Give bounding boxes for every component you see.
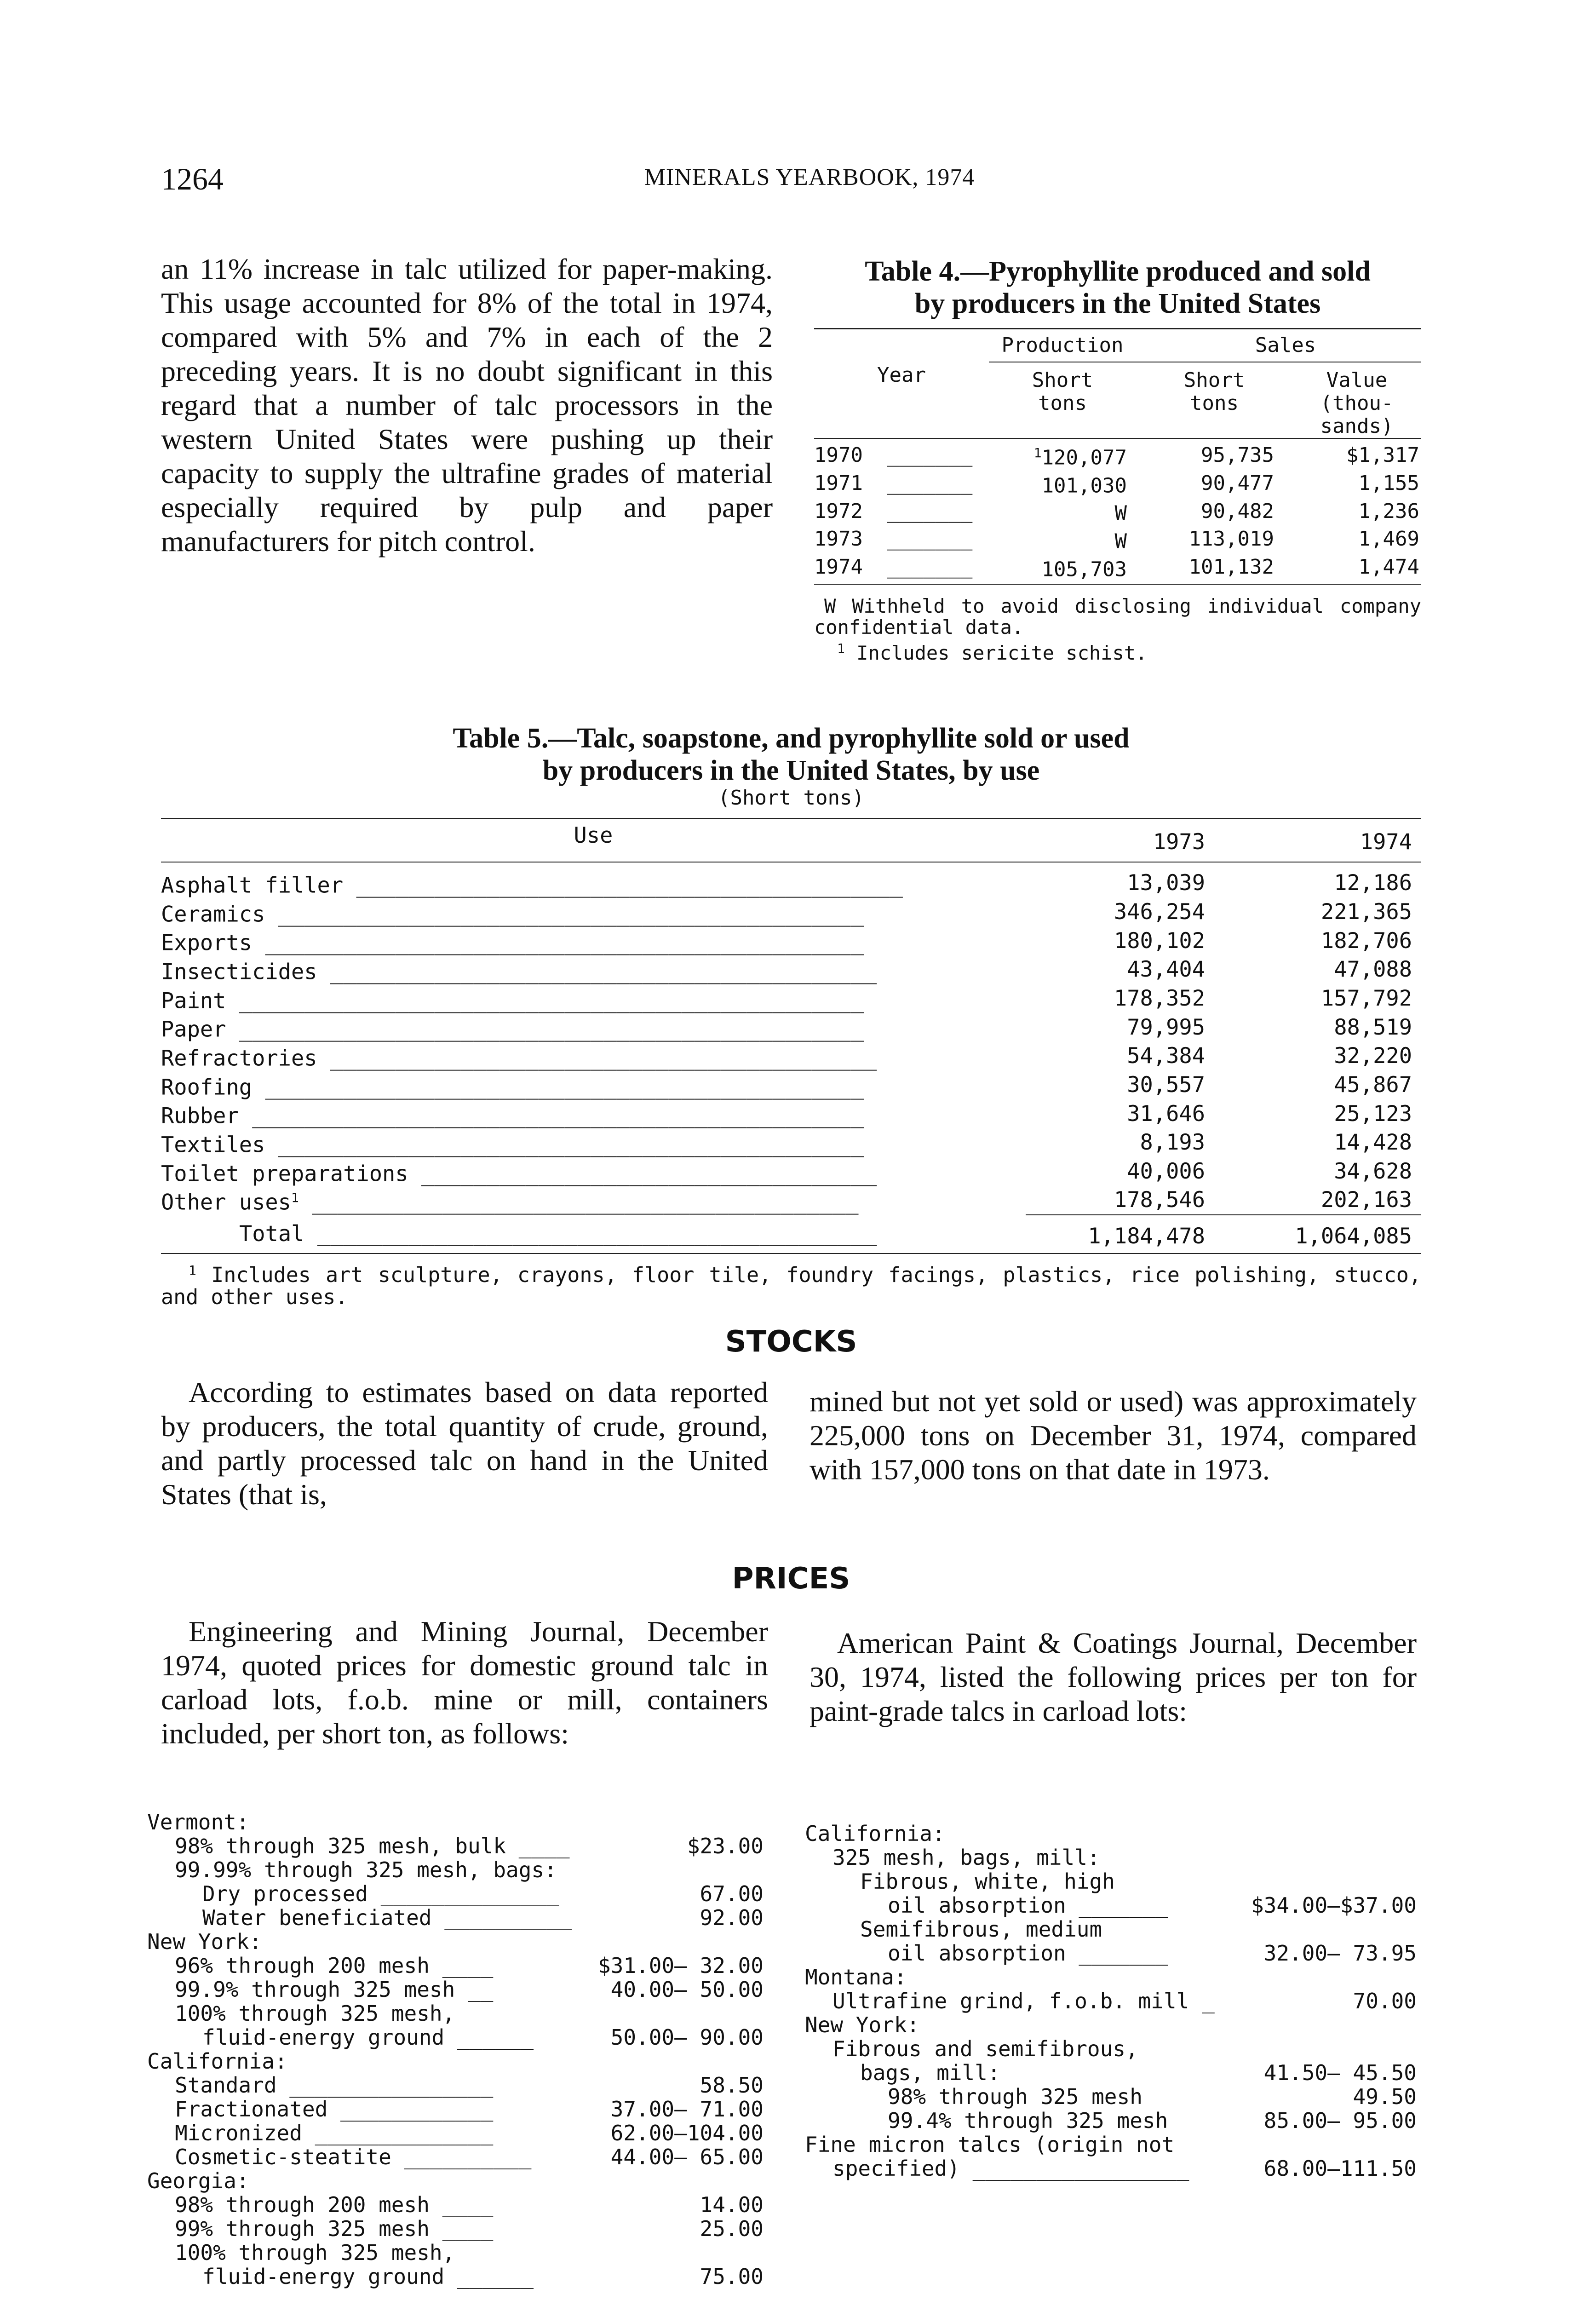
emj-price-item	[147, 1954, 764, 1978]
table-5-leader-dots: ___________________________________	[421, 1161, 877, 1187]
table-4-body	[814, 442, 1421, 581]
emj-price-item-label: 99.99% through 325 mesh, bags:	[175, 1857, 557, 1882]
table-4-prod-tons: tons	[1038, 391, 1087, 415]
intro-paragraph	[161, 252, 773, 558]
stocks-left-column	[161, 1375, 768, 1512]
table-4-bottom-rule	[814, 584, 1421, 585]
table-4-year: 1970	[814, 443, 863, 467]
emj-price-item-price: 58.50	[700, 2073, 764, 2098]
table-4-header-rule	[814, 438, 1421, 442]
emj-price-item	[147, 2025, 764, 2049]
table-5-cell-use	[161, 984, 1026, 1013]
table-5-cell-1974: 45,867	[1334, 1072, 1412, 1098]
apcj-price-item-label: New York:	[805, 2012, 920, 2037]
table-4-cell-year	[814, 497, 989, 525]
table-4-prod-short: Short	[1032, 368, 1093, 392]
table-5-cell-1974: 221,365	[1320, 899, 1412, 925]
emj-price-item	[147, 1834, 764, 1858]
table-5-row	[161, 1013, 1421, 1042]
table-4	[814, 255, 1421, 664]
table-4-cell-value: 1,469	[1358, 527, 1419, 551]
table-5-row	[161, 1042, 1421, 1071]
table-5-use-label: Toilet preparations	[161, 1161, 408, 1187]
table-4-cell-sales: 101,132	[1188, 555, 1274, 579]
emj-price-item	[147, 2241, 764, 2265]
apcj-price-item	[805, 2013, 1417, 2037]
table-4-sales-tons: tons	[1190, 391, 1239, 415]
apcj-price-item	[805, 2133, 1417, 2156]
table-5-leader-dots: __________________________________________	[312, 1190, 859, 1215]
table-4-top-rule	[814, 328, 1421, 329]
table-4-col-sales-tons	[1136, 362, 1292, 438]
table-4-col-value	[1292, 362, 1421, 438]
table-4-title-line2: by producers in the United States	[914, 288, 1321, 319]
apcj-price-item-label: 325 mesh, bags, mill:	[832, 1845, 1100, 1870]
table-4-cell-value: 1,474	[1358, 555, 1419, 579]
table-5-cell-use	[161, 1157, 1026, 1186]
table-5-col-1973: 1973	[1153, 829, 1205, 855]
table-4-footnote-ref: 1	[1033, 445, 1042, 460]
table-5-footnote-mark: 1	[189, 1262, 196, 1278]
table-5-total-dots: ___________________________________________	[317, 1221, 877, 1247]
emj-price-item-price: 92.00	[700, 1905, 764, 1930]
emj-price-item-label: Standard ________________	[175, 2073, 494, 2098]
prices-heading: PRICES	[732, 1562, 850, 1596]
table-5-cell-1974: 157,792	[1320, 985, 1412, 1011]
table-5-subtitle: (Short tons)	[718, 786, 864, 810]
apcj-price-item-label: 99.4% through 325 mesh	[888, 2108, 1168, 2133]
stocks-heading: STOCKS	[725, 1325, 857, 1359]
stocks-right-text: mined but not yet sold or used) was approximately 225,000 tons on December 31, 1974, compared with 157,000 tons on that date in 1973.	[809, 1385, 1417, 1486]
table-5-use-label: Paper	[161, 1017, 226, 1042]
emj-price-item-label: 96% through 200 mesh ____	[175, 1953, 494, 1978]
intro-text: an 11% increase in talc utilized for paper-making. This usage accounted for 8% of the total in 1974, compared with 5% and 7% in each of the 2 preceding years. It is no doubt significant in this regard that a number of talc processors in the western United States were pushing up their capacity to supply the ultrafine grades of material especially required by pulp and paper manufacturers for pitch control.	[161, 253, 773, 558]
table-4-cell-production	[989, 525, 1136, 553]
emj-price-item	[147, 1882, 764, 1906]
table-5-title-line2: by producers in the United States, by use	[542, 755, 1040, 786]
table-4-cell-production	[989, 470, 1136, 498]
apcj-price-item	[805, 1893, 1417, 1917]
emj-price-item-label: New York:	[147, 1929, 262, 1954]
emj-price-item-label: 98% through 325 mesh, bulk ____	[175, 1834, 570, 1858]
emj-price-item-label: 99.9% through 325 mesh __	[175, 1977, 494, 2002]
emj-price-item-label: California:	[147, 2049, 287, 2074]
emj-price-item-price: 62.00–104.00	[610, 2121, 764, 2145]
table-4-cell-year	[814, 442, 989, 470]
table-5-cell-1974: 32,220	[1334, 1043, 1412, 1069]
table-5-cell-1974: 182,706	[1320, 928, 1412, 954]
emj-price-item	[147, 2073, 764, 2097]
table-4-sales-short: Short	[1183, 368, 1245, 392]
apcj-price-item	[805, 1965, 1417, 1989]
table-4-cell-production	[989, 553, 1136, 581]
table-4-cell-production	[989, 442, 1136, 470]
table-4-year: 1973	[814, 527, 863, 551]
table-4-footnote-1	[814, 638, 1421, 664]
apcj-price-item-label: California:	[805, 1821, 945, 1846]
apcj-price-item-label: Fine micron talcs (origin not	[805, 2132, 1175, 2157]
table-5-leader-dots: _______________________________________________	[252, 1103, 864, 1129]
apcj-price-item-price: $34.00–$37.00	[1251, 1893, 1417, 1918]
table-4-footnote-w: W Withheld to avoid disclosing individual company confidential data.	[814, 595, 1421, 639]
table-5-cell-1974: 34,628	[1334, 1158, 1412, 1184]
emj-price-item-label: 100% through 325 mesh,	[175, 2001, 455, 2026]
emj-price-item-label: Georgia:	[147, 2168, 249, 2193]
table-5-cell-use	[161, 869, 1026, 898]
table-5-header-rule	[161, 862, 1421, 869]
prices-left-list	[147, 1810, 764, 2288]
table-5-cell-1974: 88,519	[1334, 1014, 1412, 1040]
table-5-row	[161, 1186, 1421, 1215]
table-5-col-use: Use	[574, 823, 613, 848]
table-5-sum-rule-1974	[1237, 1215, 1421, 1220]
apcj-price-item	[805, 1846, 1417, 1869]
table-5-leader-dots: ________________________________________________	[239, 1017, 864, 1042]
emj-price-item-label: Cosmetic-steatite __________	[175, 2145, 532, 2169]
table-5-cell-1973: 30,557	[1127, 1072, 1205, 1098]
table-4-row	[814, 442, 1421, 470]
emj-price-item-label: Water beneficiated __________	[202, 1905, 572, 1930]
apcj-price-item-label: Ultrafine grind, f.o.b. mill _	[832, 1989, 1215, 2013]
table-5-title-line1: Table 5.—Talc, soapstone, and pyrophyllite sold or used	[453, 723, 1130, 754]
table-5-body	[161, 869, 1421, 1215]
emj-price-item	[147, 2217, 764, 2241]
table-4-row	[814, 470, 1421, 498]
apcj-price-item-label: Semifibrous, medium	[860, 1917, 1102, 1942]
apcj-price-item	[805, 2109, 1417, 2133]
table-5-leader-dots: __________________________________________	[356, 873, 903, 898]
table-5-row	[161, 1157, 1421, 1186]
emj-price-item-label: fluid-energy ground ______	[202, 2264, 534, 2289]
table-5-row	[161, 955, 1421, 984]
table-5-total-row	[161, 1220, 1421, 1248]
emj-price-item-price: 50.00– 90.00	[610, 2025, 764, 2050]
emj-price-item-price: 44.00– 65.00	[610, 2145, 764, 2169]
table-5-cell-use	[161, 898, 1026, 927]
table-5-row	[161, 984, 1421, 1013]
table-5-cell-use	[161, 1071, 1026, 1100]
table-4-leader-dots: _______	[887, 527, 973, 551]
table-5-row	[161, 1128, 1421, 1157]
table-4-cell-value: 1,236	[1358, 499, 1419, 523]
table-4-col-year: Year	[877, 363, 926, 387]
table-5-row	[161, 1099, 1421, 1128]
table-4-cell-sales: 90,477	[1201, 471, 1274, 495]
emj-price-item-label: 100% through 325 mesh,	[175, 2240, 455, 2265]
table-4-footnote-1-text: Includes sericite schist.	[856, 642, 1148, 665]
table-4-value-3: sands)	[1320, 414, 1394, 438]
table-5-use-label: Exports	[161, 930, 253, 956]
table-5-cell-use	[161, 1186, 1026, 1215]
table-4-cell-year	[814, 525, 989, 553]
apcj-price-item-price: 85.00– 95.00	[1263, 2108, 1417, 2133]
table-5-use-label: Other uses	[161, 1190, 291, 1215]
prices-left-intro-text: Engineering and Mining Journal, December 1974, quoted prices for domestic ground talc in carload lots, f.o.b. mine or mill, containers included, per short ton, as follows:	[161, 1615, 768, 1750]
table-5-cell-1974: 202,163	[1320, 1187, 1412, 1213]
table-5-leader-dots: ________________________________________________	[239, 988, 864, 1014]
table-5-footnote-ref: 1	[291, 1190, 299, 1206]
table-5-cell-1973: 13,039	[1127, 870, 1205, 896]
table-5-bottom-rule	[161, 1253, 1421, 1254]
emj-price-item	[147, 2121, 764, 2145]
apcj-price-item	[805, 1917, 1417, 1941]
prices-right-intro-text: American Paint & Coatings Journal, December 30, 1974, listed the following prices per ton for paint-grade talcs in carload lots:	[809, 1627, 1417, 1727]
table-5-use-label: Ceramics	[161, 902, 265, 927]
table-5-use-label: Textiles	[161, 1132, 265, 1158]
table-5-cell-1973: 180,102	[1114, 928, 1205, 954]
table-4-production-value: 101,030	[1041, 474, 1127, 498]
apcj-price-item-label: 98% through 325 mesh	[888, 2084, 1142, 2109]
table-4-production-value: 120,077	[1041, 446, 1127, 470]
table-5-use-label: Roofing	[161, 1075, 253, 1100]
emj-price-item-price: $31.00– 32.00	[597, 1953, 764, 1978]
apcj-price-item-price: 49.50	[1353, 2084, 1417, 2109]
table-4-group-sales: Sales	[1136, 331, 1421, 362]
emj-price-item-price: 14.00	[700, 2192, 764, 2217]
emj-price-item	[147, 2001, 764, 2025]
table-5-cell-1973: 54,384	[1127, 1043, 1205, 1069]
table-5-use-label: Asphalt filler	[161, 873, 344, 898]
emj-price-item-label: Fractionated ____________	[175, 2097, 494, 2122]
prices-right-intro	[809, 1626, 1417, 1728]
table-5-cell-use	[161, 1013, 1026, 1042]
table-5-sum-rule-1973	[1026, 1215, 1237, 1220]
table-4-leader-dots: _______	[887, 443, 973, 467]
apcj-price-item	[805, 1989, 1417, 2013]
apcj-price-item	[805, 2085, 1417, 2109]
emj-price-item-price: 40.00– 50.00	[610, 1977, 764, 2002]
table-5-col-1974: 1974	[1360, 829, 1412, 855]
table-4-value-1: Value	[1326, 368, 1388, 392]
table-5-use-label: Insecticides	[161, 959, 317, 985]
apcj-price-item-label: Fibrous and semifibrous,	[832, 2036, 1138, 2061]
table-4-cell-sales: 113,019	[1188, 527, 1274, 551]
table-5-footnote-text: Includes art sculpture, crayons, floor tile, foundry facings, plastics, rice polishing, stucco, and other uses.	[161, 1262, 1421, 1309]
apcj-price-item-label: Montana:	[805, 1965, 907, 1990]
emj-price-item	[147, 1858, 764, 1882]
emj-price-item-price: 75.00	[700, 2264, 764, 2289]
table-4-cell-sales: 90,482	[1201, 499, 1274, 523]
table-4-row	[814, 553, 1421, 581]
table-5-cell-1974: 25,123	[1334, 1101, 1412, 1127]
table-5-use-label: Rubber	[161, 1103, 239, 1129]
apcj-price-item	[805, 1869, 1417, 1893]
emj-price-item	[147, 2265, 764, 2288]
table-5-leader-dots: ______________________________________________	[265, 930, 864, 956]
apcj-price-item	[805, 1822, 1417, 1846]
running-title: MINERALS YEARBOOK, 1974	[644, 164, 975, 190]
stocks-left-text: According to estimates based on data reported by producers, the total quantity of crude, ground, and partly processed talc on hand in the United States (that is,	[161, 1376, 768, 1511]
apcj-price-item	[805, 1941, 1417, 1965]
table-4-year: 1974	[814, 555, 863, 579]
table-4-year: 1971	[814, 471, 863, 495]
table-5-row	[161, 926, 1421, 955]
emj-price-item-label: Micronized ______________	[175, 2121, 494, 2145]
emj-price-item	[147, 2097, 764, 2121]
table-4-cell-sales: 95,735	[1201, 443, 1274, 467]
apcj-price-item	[805, 2061, 1417, 2085]
table-5-cell-use	[161, 1128, 1026, 1157]
table-5-cell-1974: 12,186	[1334, 870, 1412, 896]
table-4-production-value: W	[1114, 529, 1127, 553]
apcj-price-item-price: 41.50– 45.50	[1263, 2060, 1417, 2085]
table-4-production-value: 105,703	[1041, 558, 1127, 581]
table-5	[161, 722, 1421, 1308]
emj-price-item-label: Vermont:	[147, 1810, 249, 1834]
apcj-price-item-label: specified) _________________	[832, 2156, 1189, 2181]
table-5-use-label: Paint	[161, 988, 226, 1014]
apcj-price-item-price: 32.00– 73.95	[1263, 1941, 1417, 1966]
table-5-leader-dots: __________________________________________	[330, 1046, 877, 1071]
table-5-use-label: Refractories	[161, 1046, 317, 1071]
table-5-cell-1973: 346,254	[1114, 899, 1205, 925]
apcj-price-item-label: bags, mill:	[860, 2060, 1000, 2085]
table-5-row	[161, 869, 1421, 898]
table-4-cell-production	[989, 497, 1136, 525]
prices-right-list	[805, 1822, 1417, 2180]
table-4-leader-dots: _______	[887, 555, 973, 579]
table-5-leader-dots: __________________________________________	[330, 959, 877, 985]
apcj-price-item-price: 70.00	[1353, 1989, 1417, 2013]
table-5-leader-dots: ______________________________________________	[265, 1075, 864, 1100]
table-4-row	[814, 497, 1421, 525]
apcj-price-item	[805, 2037, 1417, 2061]
emj-price-item	[147, 1810, 764, 1834]
table-4-col-production-tons	[989, 362, 1136, 438]
table-5-cell-use	[161, 955, 1026, 984]
table-4-year: 1972	[814, 499, 863, 523]
table-4-group-production: Production	[989, 331, 1136, 362]
apcj-price-item	[805, 2156, 1417, 2180]
emj-price-item-price: $23.00	[687, 1834, 764, 1858]
table-5-cell-use	[161, 1042, 1026, 1071]
emj-price-item-label: Dry processed ______________	[202, 1881, 559, 1906]
apcj-price-item-label: oil absorption _______	[888, 1941, 1168, 1966]
table-4-row	[814, 525, 1421, 553]
table-4-footnote-1-mark: 1	[837, 641, 845, 656]
table-5-cell-use	[161, 926, 1026, 955]
emj-price-item	[147, 2169, 764, 2193]
table-5-total-1974: 1,064,085	[1295, 1223, 1412, 1249]
table-4-cell-year	[814, 553, 989, 581]
table-5-cell-1974: 47,088	[1334, 957, 1412, 983]
emj-price-item-label: 98% through 200 mesh ____	[175, 2192, 494, 2217]
emj-price-item	[147, 2193, 764, 2217]
table-5-grid	[161, 819, 1421, 1248]
table-4-title-line1: Table 4.—Pyrophyllite produced and sold	[865, 256, 1371, 287]
emj-price-item-label: fluid-energy ground ______	[202, 2025, 534, 2050]
apcj-price-item-price: 68.00–111.50	[1263, 2156, 1417, 2181]
table-5-cell-1973: 79,995	[1127, 1014, 1205, 1040]
table-4-production-value: W	[1114, 501, 1127, 525]
table-5-row	[161, 898, 1421, 927]
table-4-cell-year	[814, 470, 989, 498]
emj-price-item	[147, 2145, 764, 2169]
emj-price-item	[147, 1906, 764, 1930]
table-4-value-2: (thou-	[1320, 391, 1394, 415]
table-5-leader-dots: _____________________________________________	[278, 1132, 864, 1158]
emj-price-item-price: 37.00– 71.00	[610, 2097, 764, 2122]
prices-left-intro	[161, 1615, 768, 1751]
emj-price-item-price: 67.00	[700, 1881, 764, 1906]
table-5-total-label: Total	[239, 1221, 304, 1247]
table-5-cell-1973: 43,404	[1127, 957, 1205, 983]
table-5-total-1973: 1,184,478	[1088, 1223, 1205, 1249]
table-5-leader-dots: _____________________________________________	[278, 902, 864, 927]
emj-price-item-label: 99% through 325 mesh ____	[175, 2216, 494, 2241]
emj-price-item	[147, 1930, 764, 1954]
emj-price-item-price: 25.00	[700, 2216, 764, 2241]
table-4-leader-dots: _______	[887, 499, 973, 523]
apcj-price-item-label: Fibrous, white, high	[860, 1869, 1115, 1894]
table-5-cell-1973: 178,546	[1114, 1187, 1205, 1213]
table-5-cell-1973: 40,006	[1127, 1158, 1205, 1184]
page-number: 1264	[161, 161, 224, 196]
emj-price-item	[147, 1978, 764, 2001]
table-5-cell-1973: 31,646	[1127, 1101, 1205, 1127]
apcj-price-item-label: oil absorption _______	[888, 1893, 1168, 1918]
table-5-footnote	[161, 1259, 1421, 1308]
table-4-grid	[814, 331, 1421, 581]
table-4-leader-dots: _______	[887, 471, 973, 495]
table-4-cell-value: 1,155	[1358, 471, 1419, 495]
table-5-cell-1973: 8,193	[1140, 1130, 1205, 1156]
table-5-cell-1974: 14,428	[1334, 1130, 1412, 1156]
emj-price-item	[147, 2049, 764, 2073]
table-4-cell-value: $1,317	[1346, 443, 1419, 467]
table-5-cell-1973: 178,352	[1114, 985, 1205, 1011]
table-5-cell-use	[161, 1099, 1026, 1128]
table-5-row	[161, 1071, 1421, 1100]
stocks-right-column	[809, 1385, 1417, 1487]
